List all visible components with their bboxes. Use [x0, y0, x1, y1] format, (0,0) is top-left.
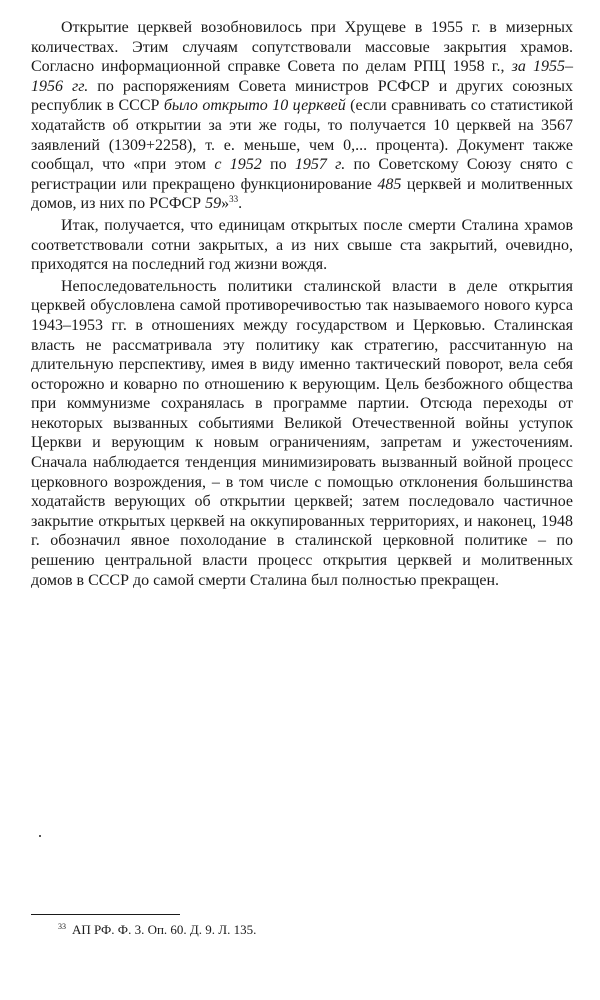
- emphasis-text: за 1955–1956 гг.: [31, 58, 573, 95]
- text-run: Открытие церквей возобновилось при Хрущеве в 1955 г. в мизерных количествах. Этим случаям сопутствовали массовые закрытия храмов. Согласно информационной справке Совета по делам РПЦ 1958 г.,: [31, 19, 573, 76]
- stray-mark: [39, 835, 41, 837]
- text-run: (если сравнивать со статистикой ходатайств об открытии за эти же годы, то получается 10 церквей на 3567 заявлений (1309+2258), т. е. меньше, чем 0,... процента). Документ также сообщал, что «при этом: [31, 97, 574, 174]
- emphasis-text: 485: [377, 175, 402, 193]
- paragraph: [31, 277, 573, 591]
- paragraph: [31, 216, 573, 275]
- text-run: .: [238, 195, 243, 213]
- footnote-text: АП РФ. Ф. 3. Оп. 60. Д. 9. Л. 135.: [72, 922, 257, 937]
- text-run: Итак, получается, что единицам открытых после смерти Сталина храмов соответствовали сотни закрытых, а из них свыше ста закрытий, очевидно, приходятся на последний год жизни вождя.: [31, 216, 573, 274]
- text-run: церквей и молитвенных домов, из них по РСФСР: [31, 175, 573, 213]
- main-text: [31, 18, 573, 590]
- text-run: по: [261, 156, 295, 174]
- paragraph: [31, 18, 573, 214]
- footnote-number: 33: [58, 922, 66, 931]
- footnote-ref: 33: [229, 194, 239, 205]
- emphasis-text: 1957 г.: [294, 156, 346, 174]
- text-run: »: [221, 195, 230, 213]
- emphasis-text: было открыто 10 церквей: [163, 97, 346, 115]
- emphasis-text: 59: [205, 195, 222, 213]
- footnote: [58, 922, 558, 938]
- emphasis-text: с 1952: [214, 156, 262, 174]
- text-run: по распоряжениям Совета министров РСФСР и других союзных республик в СССР: [31, 77, 573, 115]
- footnote-divider: [31, 914, 180, 915]
- text-run: по Советскому Союзу снято с регистрации или прекращено функционирование: [31, 156, 574, 193]
- text-run: Непоследовательность политики сталинской власти в деле открытия церквей обусловлена самой противоречивостью так называемого нового курса 1943–1953 гг. в отношениях между государством и Церковью. Сталинская власть не рассматривала эту политику как стратегию, рассчитанную на длительную перспективу, имея в виду именно тактический поворот, вела себя осторожно и коварно по отношению к верующим. Цель безбожного общества при коммунизме сохранялась в программе партии. Отсюда переходы от некоторых вызванных событиями Великой Отечественной войны уступок Церкви и верующим к новым ограничениям, запретам и ужесточениям. Сначала наблюдается тенденция минимизировать вызванный войной процесс церковного возрождения, – в том числе с помощью отклонения большинства ходатайств верующих об открытии церквей; затем последовало частичное закрытие открытых церквей на оккупированных территориях, и наконец, 1948 г. обозначил явное похолодание в сталинской церковной политике – по решению центральной власти процесс открытия церквей и молитвенных домов в СССР до самой смерти Сталина был полностью прекращен.: [31, 277, 573, 589]
